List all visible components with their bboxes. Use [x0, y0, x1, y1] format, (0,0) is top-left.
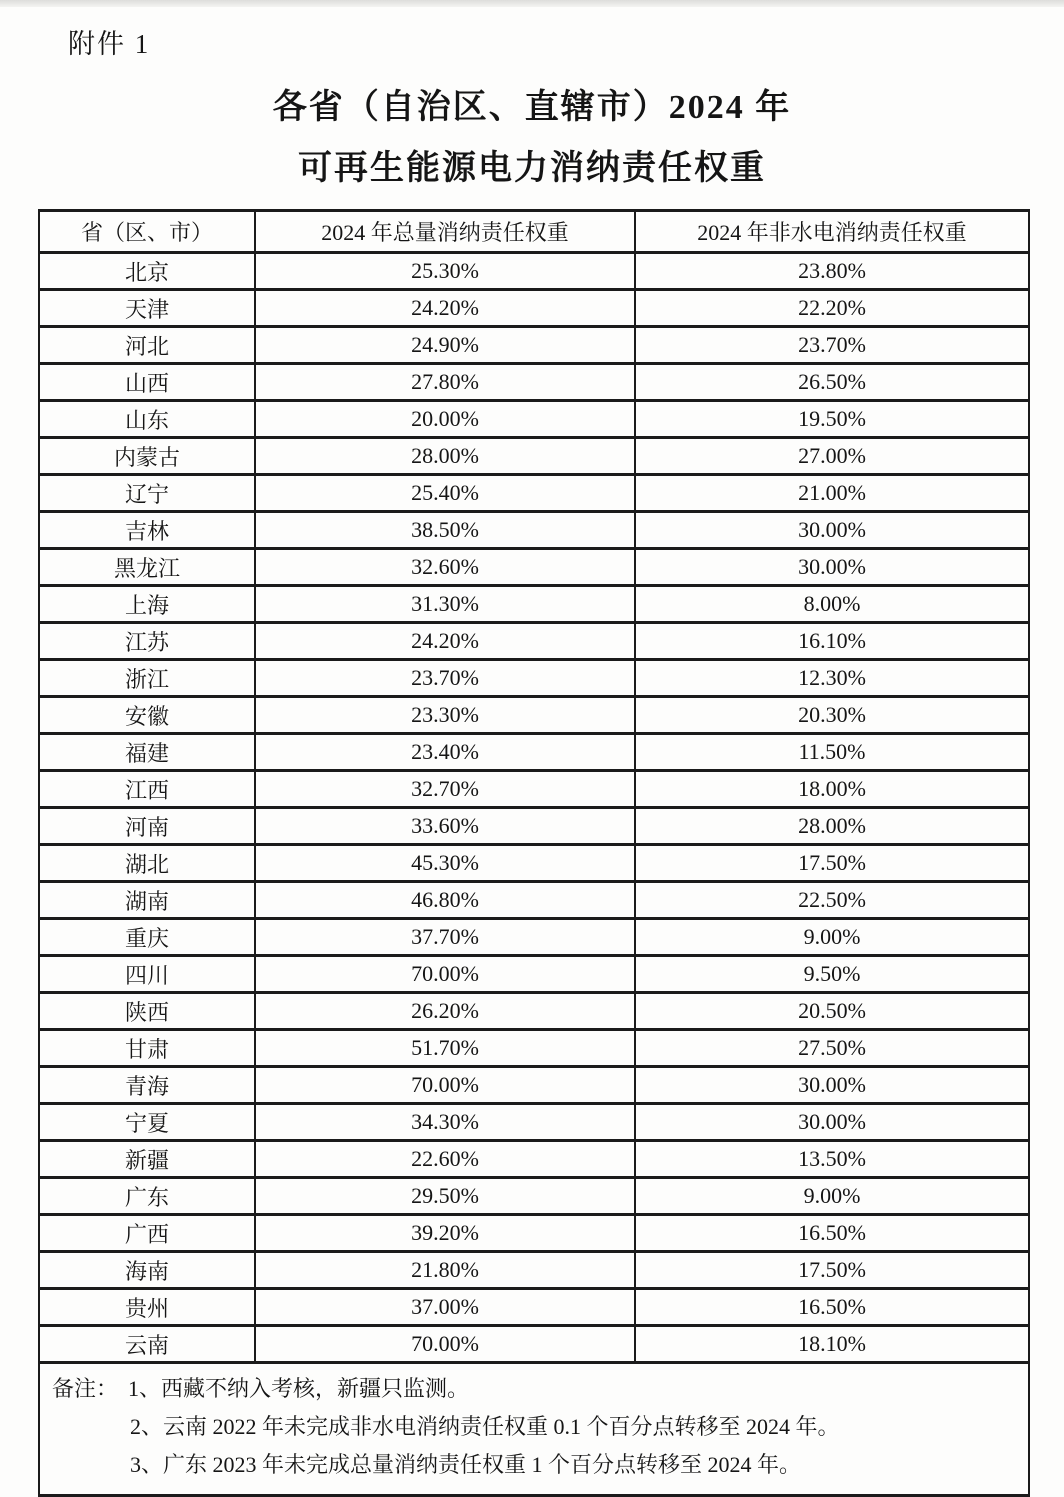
cell-nonhydro-weight: 12.30%: [635, 660, 1029, 697]
cell-province: 河南: [39, 808, 255, 845]
notes-label: 备注：: [52, 1376, 119, 1401]
cell-nonhydro-weight: 17.50%: [635, 1252, 1029, 1289]
cell-total-weight: 37.00%: [255, 1289, 635, 1326]
cell-province: 江苏: [39, 623, 255, 660]
cell-nonhydro-weight: 21.00%: [635, 475, 1029, 512]
cell-nonhydro-weight: 30.00%: [635, 549, 1029, 586]
cell-total-weight: 28.00%: [255, 438, 635, 475]
notes-cell: [39, 1363, 1029, 1496]
cell-total-weight: 33.60%: [255, 808, 635, 845]
table-row: [39, 1289, 1029, 1326]
cell-nonhydro-weight: 8.00%: [635, 586, 1029, 623]
table-row: [39, 364, 1029, 401]
table-row: [39, 586, 1029, 623]
cell-province: 陕西: [39, 993, 255, 1030]
cell-province: 上海: [39, 586, 255, 623]
cell-province: 吉林: [39, 512, 255, 549]
column-header-province: 省（区、市）: [39, 211, 255, 253]
cell-total-weight: 46.80%: [255, 882, 635, 919]
note-item-1: 1、西藏不纳入考核，新疆只监测。: [128, 1376, 470, 1401]
cell-province: 湖北: [39, 845, 255, 882]
cell-nonhydro-weight: 13.50%: [635, 1141, 1029, 1178]
cell-total-weight: 32.70%: [255, 771, 635, 808]
cell-total-weight: 70.00%: [255, 1326, 635, 1363]
cell-nonhydro-weight: 16.50%: [635, 1215, 1029, 1252]
cell-province: 四川: [39, 956, 255, 993]
cell-total-weight: 70.00%: [255, 956, 635, 993]
cell-province: 天津: [39, 290, 255, 327]
cell-nonhydro-weight: 27.50%: [635, 1030, 1029, 1067]
cell-total-weight: 29.50%: [255, 1178, 635, 1215]
cell-total-weight: 37.70%: [255, 919, 635, 956]
table-row: [39, 1215, 1029, 1252]
table-row: [39, 993, 1029, 1030]
table-row: [39, 475, 1029, 512]
cell-total-weight: 51.70%: [255, 1030, 635, 1067]
column-header-total-weight: 2024 年总量消纳责任权重: [255, 211, 635, 253]
cell-total-weight: 23.70%: [255, 660, 635, 697]
cell-nonhydro-weight: 20.30%: [635, 697, 1029, 734]
table-row: [39, 1141, 1029, 1178]
table-row: [39, 956, 1029, 993]
cell-total-weight: 38.50%: [255, 512, 635, 549]
cell-total-weight: 24.20%: [255, 623, 635, 660]
cell-province: 山西: [39, 364, 255, 401]
cell-total-weight: 31.30%: [255, 586, 635, 623]
table-header: [39, 211, 1029, 253]
cell-total-weight: 26.20%: [255, 993, 635, 1030]
cell-total-weight: 70.00%: [255, 1067, 635, 1104]
cell-province: 江西: [39, 771, 255, 808]
note-item-3: 3、广东 2023 年未完成总量消纳责任权重 1 个百分点转移至 2024 年。: [130, 1452, 802, 1477]
table-row: [39, 253, 1029, 290]
table-row: [39, 919, 1029, 956]
table-row: [39, 734, 1029, 771]
cell-total-weight: 23.40%: [255, 734, 635, 771]
cell-province: 湖南: [39, 882, 255, 919]
cell-nonhydro-weight: 30.00%: [635, 512, 1029, 549]
cell-province: 安徽: [39, 697, 255, 734]
cell-total-weight: 24.20%: [255, 290, 635, 327]
table-row: [39, 290, 1029, 327]
cell-province: 山东: [39, 401, 255, 438]
cell-total-weight: 32.60%: [255, 549, 635, 586]
cell-province: 宁夏: [39, 1104, 255, 1141]
table-row: [39, 1067, 1029, 1104]
header-row: [39, 211, 1029, 253]
cell-nonhydro-weight: 30.00%: [635, 1067, 1029, 1104]
notes-row: [39, 1363, 1029, 1496]
cell-province: 浙江: [39, 660, 255, 697]
document-title-line2: 可再生能源电力消纳责任权重: [298, 150, 766, 187]
table-row: [39, 512, 1029, 549]
cell-total-weight: 45.30%: [255, 845, 635, 882]
cell-nonhydro-weight: 9.00%: [635, 919, 1029, 956]
cell-nonhydro-weight: 28.00%: [635, 808, 1029, 845]
table-row: [39, 1104, 1029, 1141]
document-title-line1: 各省（自治区、直辖市）2024 年: [272, 89, 792, 126]
cell-province: 青海: [39, 1067, 255, 1104]
cell-total-weight: 22.60%: [255, 1141, 635, 1178]
cell-nonhydro-weight: 18.00%: [635, 771, 1029, 808]
cell-province: 海南: [39, 1252, 255, 1289]
table-row: [39, 845, 1029, 882]
cell-nonhydro-weight: 9.50%: [635, 956, 1029, 993]
table-row: [39, 697, 1029, 734]
cell-total-weight: 27.80%: [255, 364, 635, 401]
cell-province: 贵州: [39, 1289, 255, 1326]
cell-nonhydro-weight: 23.80%: [635, 253, 1029, 290]
cell-province: 重庆: [39, 919, 255, 956]
table-row: [39, 882, 1029, 919]
cell-total-weight: 39.20%: [255, 1215, 635, 1252]
note-item-2: 2、云南 2022 年未完成非水电消纳责任权重 0.1 个百分点转移至 2024 年。: [130, 1414, 840, 1439]
cell-nonhydro-weight: 9.00%: [635, 1178, 1029, 1215]
table-row: [39, 1326, 1029, 1363]
table-notes-section: [39, 1363, 1029, 1496]
cell-province: 新疆: [39, 1141, 255, 1178]
table-row: [39, 623, 1029, 660]
cell-province: 甘肃: [39, 1030, 255, 1067]
table-row: [39, 808, 1029, 845]
cell-total-weight: 24.90%: [255, 327, 635, 364]
cell-total-weight: 25.30%: [255, 253, 635, 290]
cell-nonhydro-weight: 17.50%: [635, 845, 1029, 882]
cell-province: 广东: [39, 1178, 255, 1215]
cell-nonhydro-weight: 22.20%: [635, 290, 1029, 327]
table-row: [39, 771, 1029, 808]
table-row: [39, 1030, 1029, 1067]
cell-total-weight: 25.40%: [255, 475, 635, 512]
cell-total-weight: 21.80%: [255, 1252, 635, 1289]
scan-artifact-edge: [0, 0, 1064, 7]
table-body: [39, 253, 1029, 1363]
cell-nonhydro-weight: 26.50%: [635, 364, 1029, 401]
note-line-1: [52, 1370, 1014, 1408]
cell-nonhydro-weight: 18.10%: [635, 1326, 1029, 1363]
cell-province: 黑龙江: [39, 549, 255, 586]
document-title: [0, 77, 1064, 199]
cell-nonhydro-weight: 16.10%: [635, 623, 1029, 660]
table-row: [39, 1252, 1029, 1289]
cell-total-weight: 23.30%: [255, 697, 635, 734]
cell-province: 福建: [39, 734, 255, 771]
table-row: [39, 401, 1029, 438]
cell-nonhydro-weight: 20.50%: [635, 993, 1029, 1030]
consumption-weights-table: [38, 209, 1030, 1497]
attachment-label: 附件 1: [68, 29, 151, 59]
cell-total-weight: 34.30%: [255, 1104, 635, 1141]
cell-province: 云南: [39, 1326, 255, 1363]
column-header-nonhydro-weight: 2024 年非水电消纳责任权重: [635, 211, 1029, 253]
cell-nonhydro-weight: 27.00%: [635, 438, 1029, 475]
cell-nonhydro-weight: 11.50%: [635, 734, 1029, 771]
table-row: [39, 660, 1029, 697]
table-row: [39, 1178, 1029, 1215]
table-row: [39, 549, 1029, 586]
cell-total-weight: 20.00%: [255, 401, 635, 438]
table-row: [39, 438, 1029, 475]
cell-nonhydro-weight: 19.50%: [635, 401, 1029, 438]
cell-province: 内蒙古: [39, 438, 255, 475]
cell-nonhydro-weight: 30.00%: [635, 1104, 1029, 1141]
cell-nonhydro-weight: 22.50%: [635, 882, 1029, 919]
cell-province: 广西: [39, 1215, 255, 1252]
cell-nonhydro-weight: 23.70%: [635, 327, 1029, 364]
table-row: [39, 327, 1029, 364]
cell-province: 河北: [39, 327, 255, 364]
cell-nonhydro-weight: 16.50%: [635, 1289, 1029, 1326]
cell-province: 辽宁: [39, 475, 255, 512]
cell-province: 北京: [39, 253, 255, 290]
